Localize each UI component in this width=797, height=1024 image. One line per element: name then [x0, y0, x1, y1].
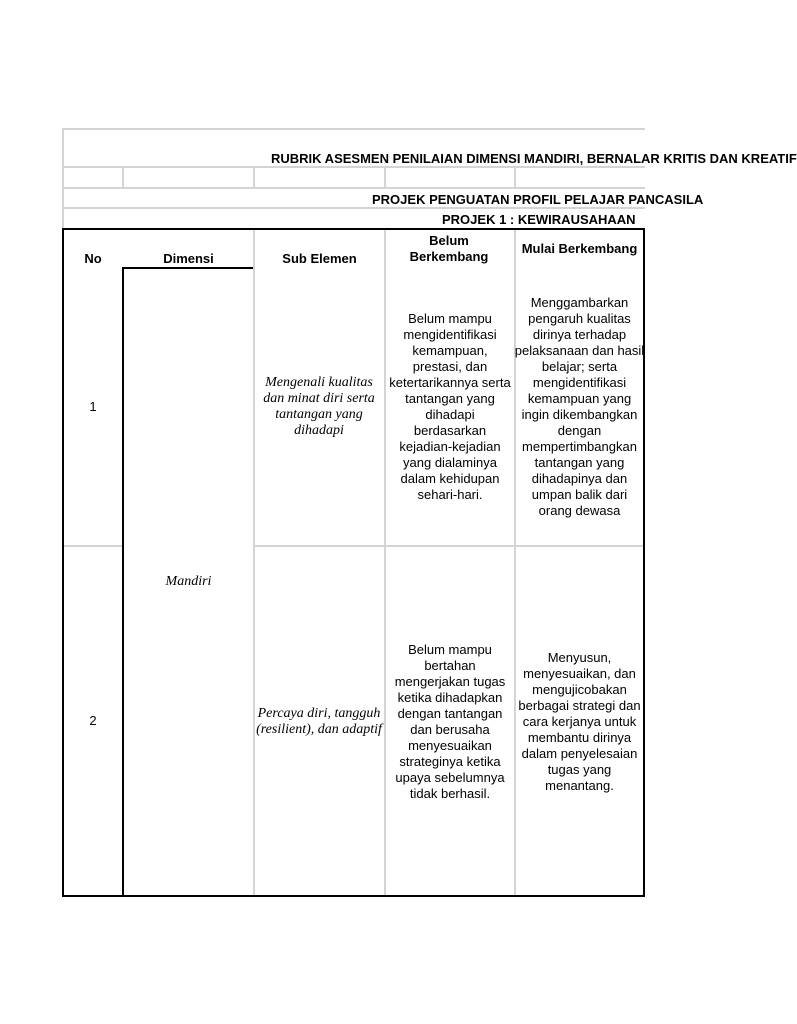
- header-no: No: [84, 251, 102, 266]
- border-line: [62, 895, 645, 897]
- grid-line: [384, 228, 386, 896]
- document-subtitle: PROJEK PENGUATAN PROFIL PELAJAR PANCASILA: [372, 192, 704, 207]
- grid-line: [514, 166, 516, 188]
- document-title: RUBRIK ASESMEN PENILAIAN DIMENSI MANDIRI, BERNALAR KRITIS DAN KREATIF: [271, 151, 797, 166]
- grid-line: [62, 545, 123, 547]
- border-line: [62, 228, 64, 897]
- grid-line: [122, 166, 124, 188]
- grid-line: [62, 128, 64, 228]
- dimension-cell: Mandiri: [165, 574, 212, 589]
- grid-line: [253, 166, 255, 188]
- belum-berkembang-cell: Belum mampu bertahan mengerjakan tugas ketika dihadapkan dengan tantangan dan berusaha menyesuaikan strateginya ketika upaya sebelumnya tidak berhasil.: [394, 642, 506, 801]
- header-dimensi: Dimensi: [163, 251, 214, 266]
- project-title: PROJEK 1 : KEWIRAUSAHAAN: [442, 212, 636, 227]
- border-line: [122, 267, 253, 269]
- grid-line: [62, 128, 645, 130]
- border-line: [62, 228, 645, 230]
- sub-elemen-cell: Mengenali kualitas dan minat diri serta tantangan yang dihadapi: [263, 375, 375, 438]
- grid-line: [384, 166, 386, 188]
- row-number: 1: [89, 399, 97, 414]
- mulai-berkembang-cell: Menggambarkan pengaruh kualitas dirinya terhadap pelaksanaan dan hasil belajar; serta mengidentifikasi kemampuan yang ingin dikembangkan dengan mempertimbangkan tantangan yang dihadapinya dan umpan balik dari orang dewasa: [514, 295, 645, 518]
- grid-line: [62, 166, 645, 168]
- grid-line: [62, 187, 645, 189]
- header-mulai-berkembang: Mulai Berkembang: [521, 241, 638, 256]
- grid-line: [253, 228, 255, 896]
- row-number: 2: [89, 713, 97, 728]
- belum-berkembang-cell: Belum mampu mengidentifikasi kemampuan, prestasi, dan ketertarikannya serta tantangan yang dihadapi berdasarkan kejadian-kejadian yang dialaminya dalam kehidupan sehari-hari.: [389, 311, 511, 502]
- sub-elemen-cell: Percaya diri, tangguh (resilient), dan adaptif: [256, 706, 382, 737]
- grid-line: [62, 207, 645, 209]
- mulai-berkembang-cell: Menyusun, menyesuaikan, dan mengujicobakan berbagai strategi dan cara kerjanya untuk membantu dirinya dalam penyelesaian tugas yang menantang.: [518, 650, 641, 793]
- header-sub-elemen: Sub Elemen: [282, 251, 357, 266]
- grid-line: [253, 545, 645, 547]
- header-belum-berkembang: Belum Berkembang: [409, 233, 489, 264]
